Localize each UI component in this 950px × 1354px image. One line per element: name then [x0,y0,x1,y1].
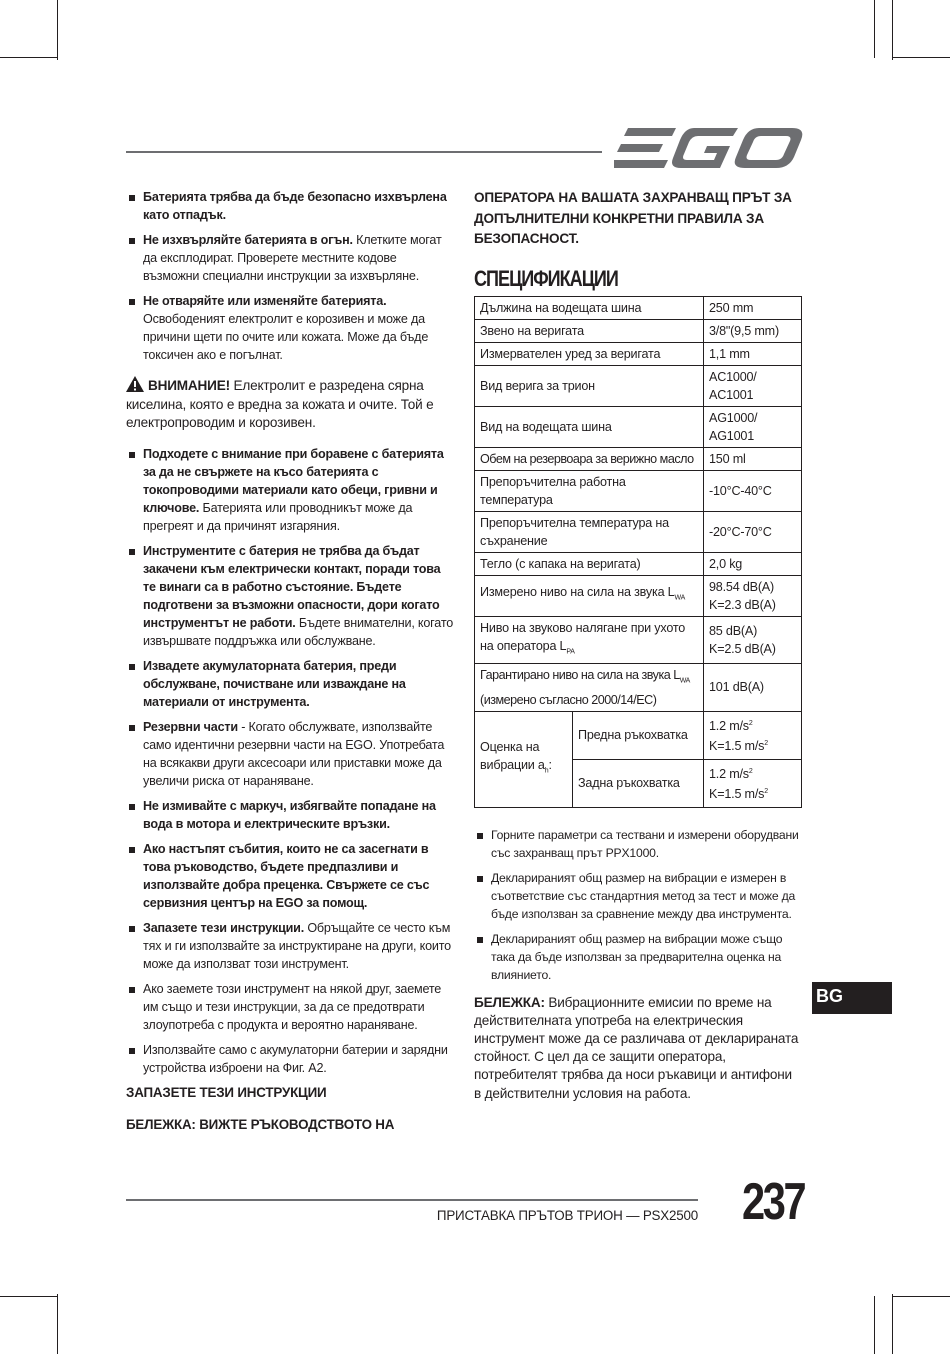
left-column [126,188,456,1134]
page-number: 237 [742,1173,805,1231]
value-text: 1.2 m/s [709,719,749,734]
value-text: K=1.5 m/s [709,739,765,754]
language-tab-label: BG [816,986,843,1006]
logo-text: EGO [614,126,617,127]
spec-label-suffix: : [548,757,552,772]
spec-label-text: Ниво на звуково налягане при ухото на оператора L [480,620,686,653]
spec-value: 250 mm [704,296,802,319]
table-row [475,575,802,616]
spec-label: Вид на водещата шина [475,406,704,447]
table-row [475,406,802,447]
crop-mark [874,1296,875,1354]
spec-value-line: K=2.5 dB(A) [709,641,776,656]
list-item [126,919,456,973]
list-item [126,188,456,224]
bullet-bold: Батерията трябва да бъде безопасно изхвърлена като отпадък. [143,190,447,222]
spec-label-line2: (измерено съгласно 2000/14/ЕС) [480,692,657,707]
spec-label [475,664,704,712]
spec-label-sub: WA [674,594,686,602]
spec-value: -10°C-40°C [704,470,802,511]
bullet-list-bottom [126,445,456,1077]
spec-notes [474,826,802,984]
table-row [475,470,802,511]
spec-label: Тегло (с капака на веригата) [475,552,704,575]
crop-mark [57,0,58,60]
bullet-bold: Не изхвърляйте батерията в огън. [143,233,353,247]
table-row [475,552,802,575]
note-label: БЕЛЕЖКА: [474,994,545,1010]
spec-value-line [709,783,796,803]
spec-value-line [709,715,796,735]
list-item [126,980,456,1034]
list-item [126,797,456,833]
spec-label: Вид верига за трион [475,365,704,406]
bullet-bold: Резервни части [143,719,238,734]
spec-label [475,616,704,664]
bullet-text: Освободеният електролит е корозивен и може да причини щети по очите или кожата. Може да бъде токсичен ако е погълнат. [143,312,429,362]
bullet-text: Ако заемете този инструмент на някой друг, заемете им също и тези инструкции, за да се предотврати злоупотреба с продукта и вероятно нараняване. [143,981,442,1032]
spec-label: Препоръчителна температура на съхранение [475,511,704,552]
crop-mark [0,57,58,58]
spec-value [704,711,802,759]
spec-value: 150 ml [704,447,802,470]
spec-value [704,575,802,616]
warning-text: Електролит е разредена сярна киселина, която е вредна за кожата и очите. Той е електропроводим и корозивен. [126,378,434,430]
right-column [474,188,802,1103]
warning-label: ВНИМАНИЕ! [148,378,230,393]
spec-value-line: K=2.3 dB(A) [709,597,776,612]
bullet-bold: Подходете с внимание при боравене с батерията за да не свържете на късо батерията с токопроводими материали като обеци, гривни и ключове. [143,446,444,515]
ego-logo [614,126,804,172]
note-heading: БЕЛЕЖКА: ВИЖТЕ РЪКОВОДСТВОТО НА [126,1116,395,1132]
footer-title: ПРИСТАВКА ПРЪТОВ ТРИОН — PSX2500 [436,1208,698,1223]
spec-value: 2,0 kg [704,552,802,575]
list-item: Декларираният общ размер на вибрации е измерен в съответствие със стандартния метод за тест и може да бъде използван за сравнение между два инструмента. [474,869,802,923]
note-text: Вибрационните емисии по време на действителната употреба на електрическия инструмент може да се различава от декларираната стойност. С цел да се защити оператора, потребителят трябва да носи ръкавици и антифони в действителни условия на работа. [474,994,799,1101]
spec-label-sub: PA [566,648,575,656]
list-item [126,445,456,535]
spec-label-text: Гарантирано ниво на сила на звука L [480,668,680,683]
crop-mark [0,1296,58,1297]
spec-value: -20°C-70°C [704,511,802,552]
spec-label-sub: h [544,767,549,775]
spec-table [474,296,802,808]
warning-paragraph [126,376,456,433]
value-sup: 2 [748,767,753,775]
header-rule [126,151,602,153]
bullet-text: Използвайте само с акумулаторни батерии и зарядни устройства изброени на Фиг. А2. [143,1042,448,1075]
crop-mark [874,0,875,58]
table-row [475,447,802,470]
spec-value: 3/8"(9,5 mm) [704,319,802,342]
spec-value: AC1000/ AC1001 [704,365,802,406]
table-row [475,664,802,712]
spec-label: Звено на веригата [475,319,704,342]
spec-value: AG1000/ AG1001 [704,406,802,447]
bullet-text: Бъдете внимателни, когато извършвате поддръжка или обслужване. [143,615,454,648]
list-item [126,657,456,711]
spec-value: 1,1 mm [704,342,802,365]
spec-label-text: Оценка на вибрации a [480,739,545,772]
spec-label: Обем на резервоара за верижно масло [475,447,704,470]
bullet-text: - Когато обслужвате, използвайте само идентични резервни части на EGO. Употребата на всякакви други аксесоари или приставки може да увеличи риска от нараняване. [143,719,445,788]
spec-value [704,759,802,807]
footer-rule [126,1199,698,1201]
spec-sublabel: Задна ръкохватка [573,759,704,807]
spec-sublabel: Предна ръкохватка [573,711,704,759]
table-row [475,711,802,759]
list-item: Декларираният общ размер на вибрации може също така да бъде използван за предварителна оценка на влиянието. [474,930,802,984]
spec-value-line [709,763,796,783]
table-row [475,342,802,365]
table-row [475,616,802,664]
warning-icon [126,376,144,392]
spec-value-line: 98.54 dB(A) [709,579,775,594]
value-text: K=1.5 m/s [709,787,765,802]
save-instructions-heading: ЗАПАЗЕТЕ ТЕЗИ ИНСТРУКЦИИ [126,1084,327,1100]
crop-mark [892,1294,893,1354]
bullet-list-top [126,188,456,364]
list-item [126,718,456,790]
spec-heading: СПЕЦИФИКАЦИИ [474,265,618,291]
spec-label-sub: WA [679,677,690,685]
list-item [126,1041,456,1077]
bullet-bold: Ако настъпят събития, които не са засегнати в това ръководство, бъдете предпазливи и използвайте добра преценка. Свържете се със сервизния център на EGO за помощ. [143,841,430,910]
bullet-bold: Запазете тези инструкции. [143,920,305,935]
spec-label [475,711,573,807]
value-text: 1.2 m/s [709,767,749,782]
value-sup: 2 [764,788,768,796]
spec-value-line: 85 dB(A) [709,623,758,638]
spec-value [704,616,802,664]
list-item [126,542,456,650]
table-row [475,511,802,552]
bullet-text: Обръщайте се често към тях и ги използвайте за инструктиране на други, които може да използват този инструмент. [143,920,451,971]
crop-mark [57,1294,58,1354]
table-row [475,319,802,342]
list-item [126,840,456,912]
spec-label: Препоръчителна работна температура [475,470,704,511]
value-sup: 2 [764,740,768,748]
crop-mark [892,57,950,58]
list-item [126,292,456,364]
bullet-bold: Извадете акумулаторната батерия, преди обслужване, почистване или изваждане на материали от инструмента. [143,658,406,709]
crop-mark [892,0,893,60]
table-row [475,365,802,406]
continued-safety-text: ОПЕРАТОРА НА ВАШАТА ЗАХРАНВАЩ ПРЪТ ЗА ДОПЪЛНИТЕЛНИ КОНКРЕТНИ ПРАВИЛА ЗА БЕЗОПАСНОСТ. [474,190,792,246]
spec-label: Измервателен уред за веригата [475,342,704,365]
spec-value: 101 dB(A) [704,664,802,712]
crop-mark [892,1296,950,1297]
spec-value-line [709,735,796,755]
bullet-bold: Не измивайте с маркуч, избягвайте попадане на вода в мотора и електрическите връзки. [143,798,436,831]
spec-label: Дължина на водещата шина [475,296,704,319]
value-sup: 2 [748,719,753,727]
vibration-note [474,994,802,1103]
bullet-bold: Инструментите с батерия не трябва да бъдат закачени към електрически контакт, поради това те винаги са в работно състояние. Бъдете подготвени за възможни опасности, дори когато инструментът не работи. [143,543,441,630]
list-item [126,231,456,285]
bullet-text: Батерията или проводникът може да прегреят и да причинят изгаряния. [143,500,413,533]
spec-label-text: Измерено ниво на сила на звука L [480,585,675,600]
bullet-bold: Не отваряйте или изменяйте батерията. [143,294,387,308]
list-item: Горните параметри са тествани и измерени оборудвани със захранващ прът PPX1000. [474,826,802,862]
bullet-text: Клетките могат да експлодират. Проверете местните кодове възможни специални инструкции за изхвърляне. [143,233,442,283]
table-row [475,296,802,319]
spec-label [475,575,704,616]
